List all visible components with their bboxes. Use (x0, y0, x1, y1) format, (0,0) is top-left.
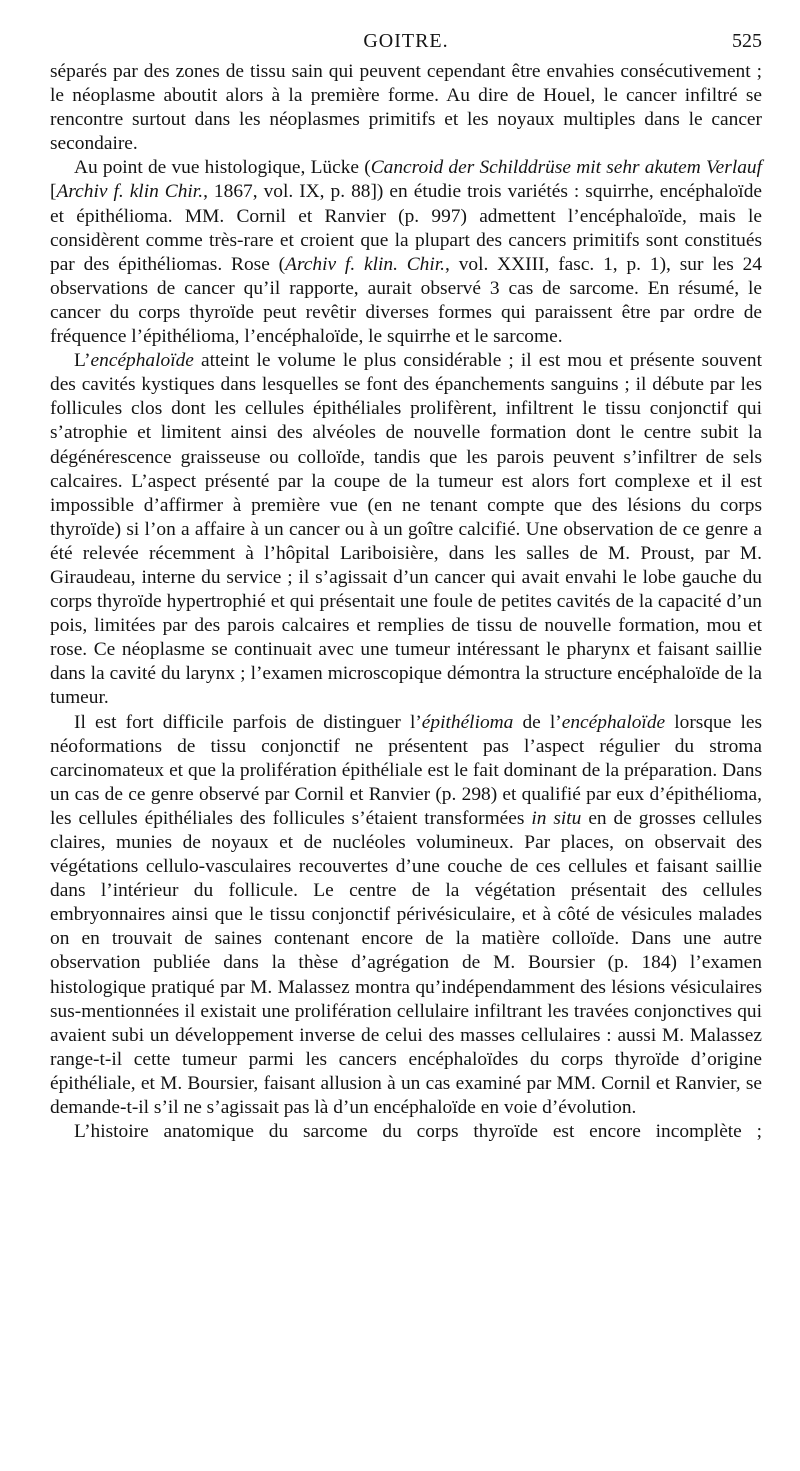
text-run: séparés par des zones de tissu sain qui peuvent cependant être envahies consécutivement ; le néoplasme aboutit alors à la première forme. Au dire de Houel, le cancer infiltré se rencontre surtout dans les néoplasmes primitifs et les noyaux multiples dans le cancer secondaire. (50, 61, 762, 155)
text-run: , vol. XXIII, fasc. 1, p. 1), sur les 24 observations de cancer qu’il rapporte, aurait observé 3 cas de sarcome. En résumé, le cancer du corps thyroïde peut revêtir diverses formes qui paraissent être par ordre de fréquence l’épithélioma, l’encéphaloïde, le squirrhe et le sarcome. (50, 253, 762, 348)
text-run: lorsque les néoformations de tissu conjonctif ne présentent pas l’aspect régulier du stroma carcinomateux et que la prolifération épithéliale est le fait dominant de la préparation. Dans un cas de ce genre observé par Cornil et Ranvier (p. 298) et qualifié par eux d’épithélioma, les cellules épithéliales des follicules s’étaient transformées (50, 711, 762, 829)
page-header (50, 30, 762, 60)
text-run: atteint le volume le plus considérable ; il est mou et présente souvent des cavités kystiques dans lesquelles se font des épanchements sanguins ; il débute par les follicules clos dont les cellules épithéliales prolifèrent, infiltrent le tissu conjonctif qui s’atrophie et limitent ainsi des alvéoles de nouvelle formation dont le centre subit la dégénérescence graisseuse ou colloïde, tandis que les parois peuvent s’infiltrer de sels calcaires. L’aspect présenté par la coupe de la tumeur est alors fort complexe et il est impossible d’affirmer à première vue (en ne tenant compte que des lésions du corps thyroïde) si l’on a affaire à un cancer ou à un goître calcifié. Une observation de ce genre a été relevée récemment à l’hôpital Lariboisière, dans les salles de M. Proust, par M. Giraudeau, interne du service ; il s’agissait d’un cancer qui avait envahi le lobe gauche du corps thyroïde hypertrophié et qui présentait une foule de petites cavités de la capacité d’un pois, limitées par des parois calcaires et remplies de tissu de nouvelle formation, mou et rose. Ce néoplasme se continuait avec une tumeur intéressant le pharynx et faisant saillie dans la cavité du larynx ; l’examen microscopique démontra la structure encéphaloïde de la tumeur. (50, 350, 762, 709)
body-text (50, 60, 762, 1144)
text-run: L’ (74, 350, 91, 372)
text-run: L’histoire anatomique du sarcome du corps thyroïde est encore incomplète ; (74, 1121, 762, 1143)
paragraph (50, 1120, 762, 1144)
italic-run: encéphaloïde (561, 711, 666, 733)
text-run: [ (50, 181, 57, 203)
italic-run: encéphaloïde (90, 350, 194, 372)
text-run: Au point de vue histologique, Lücke ( (74, 157, 371, 179)
italic-run: épithélioma (421, 711, 514, 733)
italic-run: Archiv f. klin Chir. (56, 181, 204, 203)
paragraph (50, 60, 762, 156)
paragraph (50, 349, 762, 710)
running-title: GOITRE. (363, 30, 449, 52)
italic-run: Cancroid der Schilddrüse mit sehr akutem Verlauf (370, 157, 762, 179)
italic-run: in situ (531, 807, 582, 829)
text-run: , 1867, vol. IX, p. 88]) en étudie trois variétés : squirrhe, encéphaloïde et épithélioma. MM. Cornil et Ranvier (p. 997) admettent l’encéphaloïde, mais le considèrent comme très-rare et croient que la plupart des cancers primitifs sont constitués par des épithéliomas. Rose ( (50, 181, 762, 275)
page-number: 525 (732, 30, 762, 52)
text-run: en de grosses cellules claires, munies de noyaux et de nucléoles volumineux. Par places, on observait des végétations cellulo-vasculaires recouvertes d’une couche de ces cellules et faisant saillie dans l’intérieur du follicule. Le centre de la végétation présentait des cellules embryonnaires ainsi que le tissu conjonctif périvésiculaire, et à côté de vésicules malades on en trouvait de saines contenant encore de la matière colloïde. Dans une autre observation publiée dans la thèse d’agrégation de M. Boursier (p. 184) l’examen histologique pratiqué par M. Malassez montra qu’indépendamment des lésions vésiculaires sus-mentionnées il existait une prolifération cellulaire infiltrant les travées conjonctives qui avaient subi un développement inverse de celui des masses cellulaires : aussi M. Malassez range-t-il cette tumeur parmi les cancers encéphaloïdes du corps thyroïde d’origine épithéliale, et M. Boursier, faisant allusion à un cas examiné par MM. Cornil et Ranvier, se demande-t-il s’il ne s’agissait pas là d’un encéphaloïde en voie d’évolution. (50, 807, 763, 1119)
paragraph (50, 711, 762, 1121)
text-run: Il est fort difficile parfois de distinguer l’ (74, 711, 422, 733)
text-run: de l’ (513, 711, 562, 733)
italic-run: Archiv f. klin. Chir. (285, 253, 446, 275)
paragraph (50, 156, 762, 349)
